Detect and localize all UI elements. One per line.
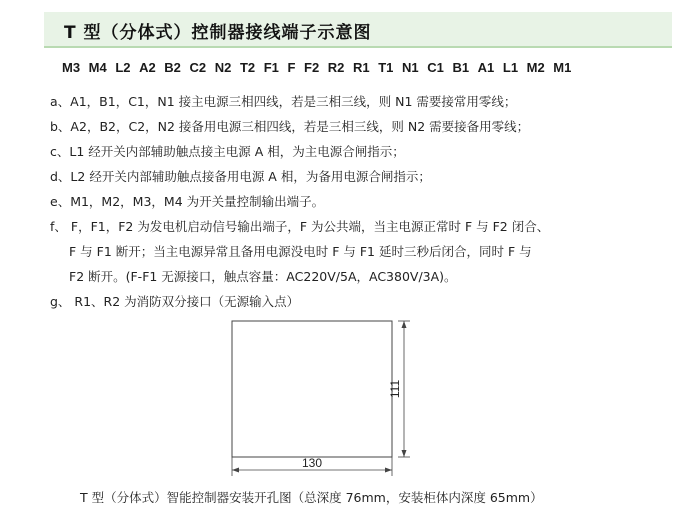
diagram-caption: T 型（分体式）智能控制器安装开孔图（总深度 76mm，安装柜体内深度 65mm） xyxy=(80,490,543,505)
terminal-label: L1 xyxy=(502,60,519,75)
terminal-row xyxy=(62,60,580,75)
terminal-label: C1 xyxy=(427,60,444,75)
description-line-b: b、A2，B2，C2，N2 接备用电源三相四线，若是三相三线，则 N2 需要接备用零线； xyxy=(50,119,530,134)
terminal-label: T1 xyxy=(378,60,394,75)
description-line-f2: F 与 F1 断开；当主电源异常且备用电源没电时 F 与 F1 延时三秒后闭合，同时 F 与 xyxy=(69,244,532,259)
description-line-g: g、 R1、R2 为消防双分接口（无源输入点） xyxy=(50,294,300,309)
terminal-label: M3 xyxy=(62,60,81,75)
terminal-label: N2 xyxy=(214,60,232,75)
title-bar xyxy=(44,12,672,48)
description-line-a: a、A1，B1，C1，N1 接主电源三相四线，若是三相三线，则 N1 需要接常用零线； xyxy=(50,94,517,109)
cutout-rectangle xyxy=(232,321,392,457)
terminal-label: L2 xyxy=(115,60,131,75)
description-line-c: c、L1 经开关内部辅助触点接主电源 A 相，为主电源合闸指示； xyxy=(50,144,405,159)
terminal-label: F1 xyxy=(263,60,279,75)
width-label: 130 xyxy=(301,456,323,470)
terminal-label: T2 xyxy=(239,60,256,75)
page-title: T 型（分体式）控制器接线端子示意图 xyxy=(64,23,372,43)
terminal-label: R2 xyxy=(327,60,345,75)
terminal-label: F2 xyxy=(304,60,320,75)
terminal-label: B1 xyxy=(452,60,470,75)
terminal-label: A1 xyxy=(477,60,495,75)
description-line-f1: f、 F，F1，F2 为发电机启动信号输出端子，F 为公共端，当主电源正常时 F 与 F2 闭合、 xyxy=(50,219,550,234)
description-line-f3: F2 断开。(F-F1 无源接口，触点容量：AC220V/5A，AC380V/3A)。 xyxy=(69,269,457,284)
terminal-label: C2 xyxy=(189,60,207,75)
terminal-label: B2 xyxy=(164,60,181,75)
description-line-e: e、M1，M2，M3，M4 为开关量控制输出端子。 xyxy=(50,194,325,209)
terminal-label: R1 xyxy=(353,60,370,75)
cutout-diagram xyxy=(230,315,420,480)
terminal-label: F xyxy=(287,60,296,75)
terminal-label: M2 xyxy=(526,60,545,75)
terminal-label: N1 xyxy=(402,60,419,75)
terminal-label: A2 xyxy=(139,60,156,75)
description-line-d: d、L2 经开关内部辅助触点接备用电源 A 相，为备用电源合闸指示； xyxy=(50,169,431,184)
height-label: 111 xyxy=(388,379,402,399)
terminal-label: M4 xyxy=(88,60,107,75)
terminal-label: M1 xyxy=(553,60,572,75)
